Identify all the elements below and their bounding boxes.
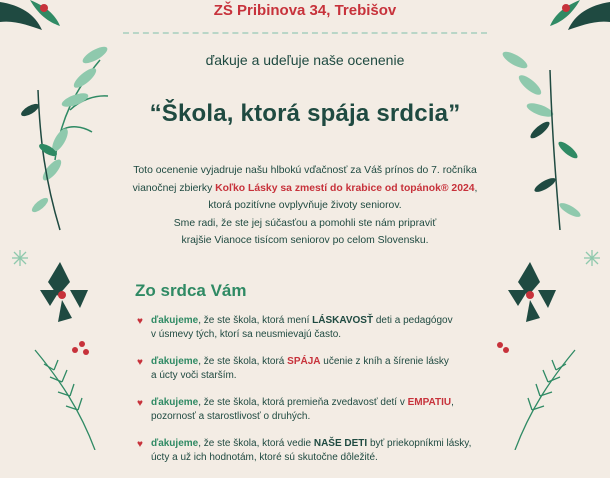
description-line-2: vianočnej zbierky Koľko Lásky sa zmestí do krabice od topánok® 2024, [132, 182, 478, 194]
heart-icon: ♥ [137, 357, 143, 368]
long-leaf-branch-left [40, 44, 110, 184]
award-description [115, 162, 495, 250]
dashed-divider [123, 32, 487, 34]
heart-icon: ♥ [137, 439, 143, 450]
list-item: ♥ ďakujeme, že ste škola, ktorá SPÁJA učenie z kníh a šírenie lásky a úcty voči starším. [137, 356, 449, 381]
heart-icon: ♥ [137, 398, 143, 409]
section-title: Zo srdca Vám [135, 281, 247, 300]
pine-branch-left [35, 350, 95, 450]
snowflake-icon [12, 250, 28, 266]
right-botanical-decoration [480, 0, 610, 450]
dark-leaf-stem-left [19, 90, 60, 230]
description-line-1: Toto ocenenie vyjadruje našu hlbokú vďačnosť za Váš prínos do 7. ročníka [133, 165, 477, 176]
thanks-line: ďakuje a udeľuje naše ocenenie [205, 52, 405, 68]
poinsettia-icon [40, 262, 88, 322]
list-item: ♥ ďakujeme, že ste škola, ktorá premieňa zvedavosť detí v EMPATIU, pozornosť a starostlivosť o druhých. [137, 397, 454, 422]
thanks-list [137, 314, 492, 478]
heart-icon: ♥ [137, 316, 143, 327]
berry-cluster-right [497, 342, 509, 353]
list-item: ♥ ďakujeme, že ste škola, ktorá vedie NAŠE DETI byť priekopníkmi lásky, úcty a už ich hodnotám, ktoré sú skutočne dôležité. [137, 438, 472, 463]
description-line-5: krajšie Vianoce tisícom seniorov po celom Slovensku. [181, 235, 429, 246]
pine-branch-right [515, 350, 575, 450]
school-name: ZŠ Pribinova 34, Trebišov [213, 2, 397, 19]
award-title: “Škola, ktorá spája srdcia” [149, 100, 461, 127]
holly-leaves-top-right [550, 0, 610, 30]
campaign-name: Koľko Lásky sa zmestí do krabice od topánok® 2024 [215, 182, 475, 194]
description-line-4: Sme radi, že ste jej súčasťou a pomohli ste nám pripraviť [173, 217, 437, 229]
berry-cluster-left [72, 341, 89, 355]
snowflake-icon [584, 250, 600, 266]
leaf-branch-right [500, 49, 554, 120]
left-botanical-decoration [0, 0, 130, 450]
holly-leaves-top-left [0, 0, 60, 30]
description-line-3: ktorá pozitívne ovplyvňuje životy seniorov. [208, 200, 402, 211]
poinsettia-icon [508, 262, 556, 322]
list-item: ♥ ďakujeme, že ste škola, ktorá mení LÁSKAVOSŤ deti a pedagógov v úsmevy tých, ktorí sa neusmievajú často. [137, 315, 453, 340]
